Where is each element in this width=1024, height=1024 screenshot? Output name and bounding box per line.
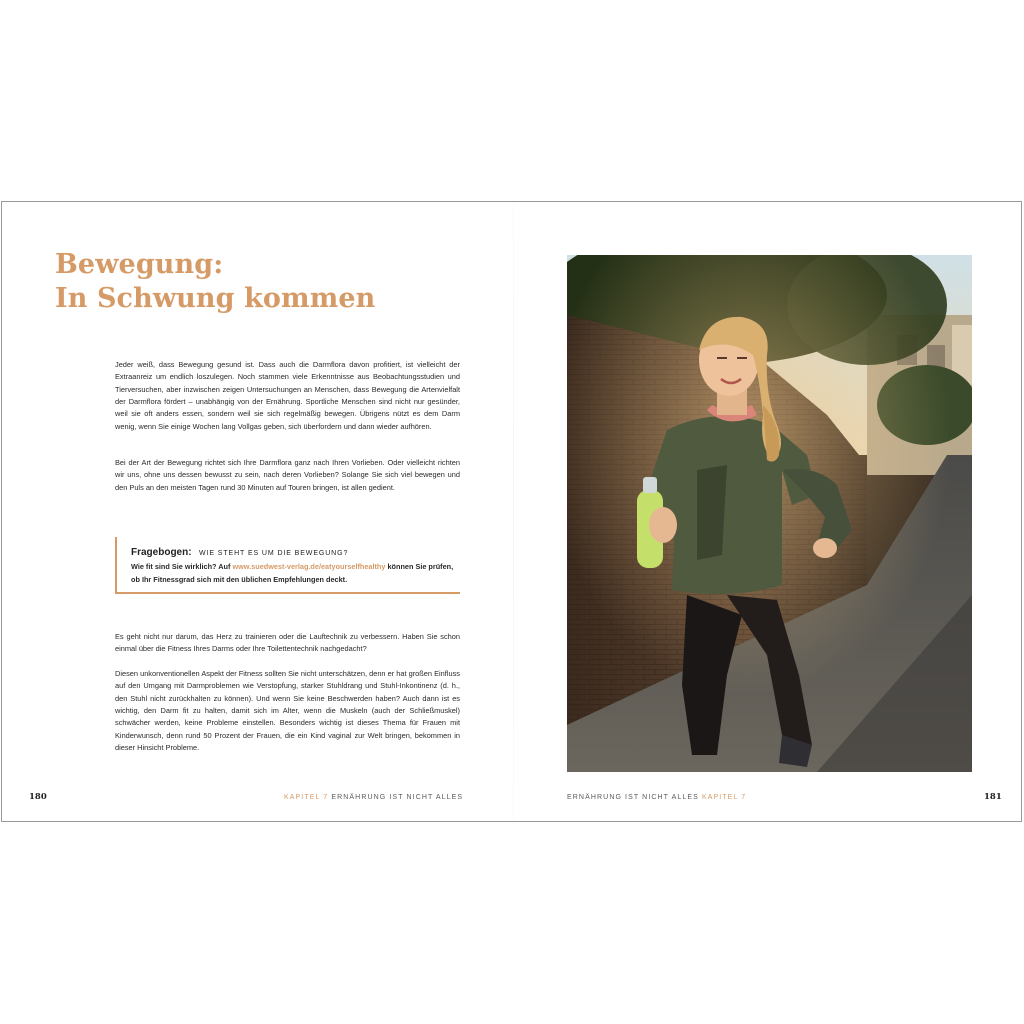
paragraph-preferences: Bei der Art der Bewegung richtet sich Ihre Darmflora ganz nach Ihren Vorlieben. Oder vielleicht richten wir uns, ohne uns dessen bewusst zu sein, nach deren Vorlieben? Solange Sie sich viel bewegen und den Puls an den meisten Tagen rund 30 Minuten auf Touren bringen, ist allen gedient. — [115, 458, 460, 492]
running-header-right — [567, 794, 746, 801]
callout-subtitle: WIE STEHT ES UM DIE BEWEGUNG? — [199, 550, 349, 557]
paragraph-intro: Jeder weiß, dass Bewegung gesund ist. Dass auch die Darmflora davon profitiert, ist vielleicht der Extraanreiz um endlich loszulegen. Noch stammen viele Erkenntnisse aus Beobachtungsstudien und Tierversuchen, aber inzwischen zeigen Untersuchungen an Menschen, dass Bewegung die Artenvielfalt der Darmflora fördert – unabhängig von der Ernährung. Sportliche Menschen sind nicht nur gesünder, weil sie oft anders essen, sondern weil sie sich regelmäßig bewegen. Übrigens nützt es dem Darm wenig, wenn Sie einige Wochen lang Vollgas geben, sich überfordern und dann wieder aufhören. — [115, 360, 460, 431]
page-number-left: 180 — [29, 792, 47, 802]
running-chapter-right: KAPITEL 7 — [701, 794, 747, 801]
running-title-right: ERNÄHRUNG IST NICHT ALLES — [567, 794, 699, 801]
running-header-left — [284, 794, 463, 801]
photo-illustration — [567, 255, 972, 772]
page-gutter — [513, 202, 514, 821]
paragraph-continence: Diesen unkonventionellen Aspekt der Fitness sollten Sie nicht unterschätzen, denn er hat großen Einfluss auf den Umgang mit Darmproblemen wie Verstopfung, starker Stuhldrang und Stuhl-Inkontinenz (d. h., den Stuhl nicht zurückhalten zu können). Und wenn Sie keine Beschwerden haben? Auch dann ist es wichtig, den Darm fit zu halten, damit sich im Alter, wenn die Muskeln (auch der Schließmuskel) schwächer werden, keine Probleme einstellen. Besonders wichtig ist dieses Thema für Frauen mit Kinderwunsch, denn rund 50 Prozent der Frauen, die ein Kind vaginal zur Welt bringen, bekommen in dieser Hinsicht Probleme. — [115, 669, 460, 753]
running-chapter-left: KAPITEL 7 — [284, 794, 329, 801]
title-line-1: Bewegung: — [55, 249, 224, 280]
page-number-right: 181 — [984, 792, 1002, 802]
questionnaire-callout — [115, 537, 460, 594]
callout-heading — [131, 544, 460, 561]
book-spread — [1, 201, 1022, 822]
title-line-2: In Schwung kommen — [55, 283, 376, 314]
callout-label: Fragebogen: — [131, 547, 192, 558]
callout-text — [131, 561, 460, 586]
paragraph-gut-fitness: Es geht nicht nur darum, das Herz zu trainieren oder die Lauftechnik zu verbessern. Haben Sie schon einmal über die Fitness Ihres Darms oder Ihre Toilettentechnik nachgedacht? — [115, 632, 460, 654]
callout-text-before: Wie fit sind Sie wirklich? Auf — [131, 562, 233, 571]
running-title-left: ERNÄHRUNG IST NICHT ALLES — [331, 794, 464, 801]
page-title — [55, 248, 375, 316]
photo-jogging-woman — [567, 255, 972, 772]
callout-link[interactable]: www.suedwest-verlag.de/eatyourselfhealthy — [232, 562, 386, 571]
callout-text-after: können Sie prüfen, ob Ihr Fitnessgrad sich mit den üblichen Empfehlungen deckt. — [131, 562, 454, 584]
